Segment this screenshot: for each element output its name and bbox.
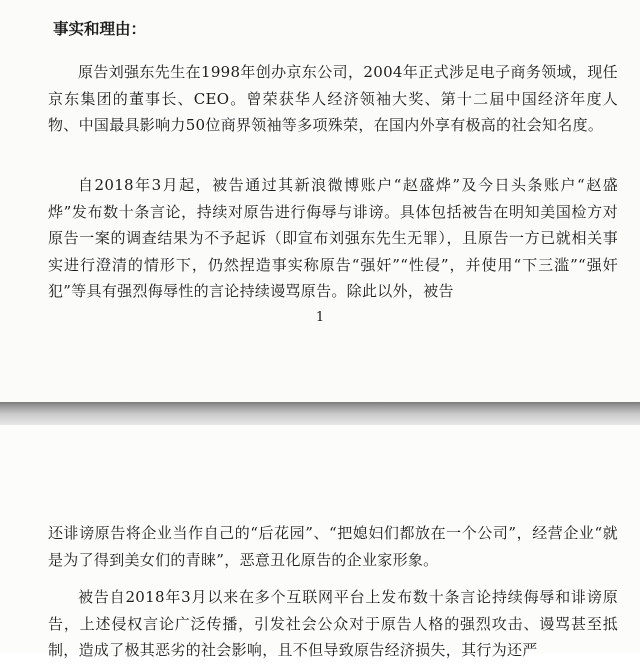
- paragraph-defendant-impact: 被告自2018年3月以来在多个互联网平台上发布数十条言论持续侮辱和诽谤原告，上述侵权言论广泛传播，引发社会公众对于原告人格的强烈攻击、谩骂甚至抵制，造成了极其恶劣的社会影响，且不但导致原告经济损失，其行为还严: [48, 588, 618, 659]
- page-separator: [0, 402, 640, 425]
- paragraph-defendant-statements: 自2018年3月起，被告通过其新浪微博账户“赵盛烨”及今日头条账户“赵盛烨”发布数十条言论，持续对原告进行侮辱与诽谤。具体包括被告在明知美国检方对原告一案的调查结果为不予起诉（即宣布刘强东先生无罪），且原告一方已就相关事实进行澄清的情形下，仍然捏造事实称原告“强奸”“性侵”，并使用“下三滥”“强奸犯”等具有强烈侮辱性的言论持续谩骂原告。除此以外，被告: [48, 176, 618, 300]
- paragraph-plaintiff-background: 原告刘强东先生在1998年创办京东公司，2004年正式涉足电子商务领域，现任京东集团的董事长、CEO。曾荣获华人经济领袖大奖、第十二届中国经济年度人物、中国最具影响力50位商界领袖等多项殊荣，在国内外享有极高的社会知名度。: [48, 63, 618, 134]
- section-heading: 事实和理由：: [53, 19, 147, 38]
- paragraph-continuation: 还诽谤原告将企业当作自己的“后花园”、“把媳妇们都放在一个公司”，经营企业“就是为了得到美女们的青睐”，恶意丑化原告的企业家形象。: [48, 524, 618, 569]
- page-number: 1: [315, 310, 325, 325]
